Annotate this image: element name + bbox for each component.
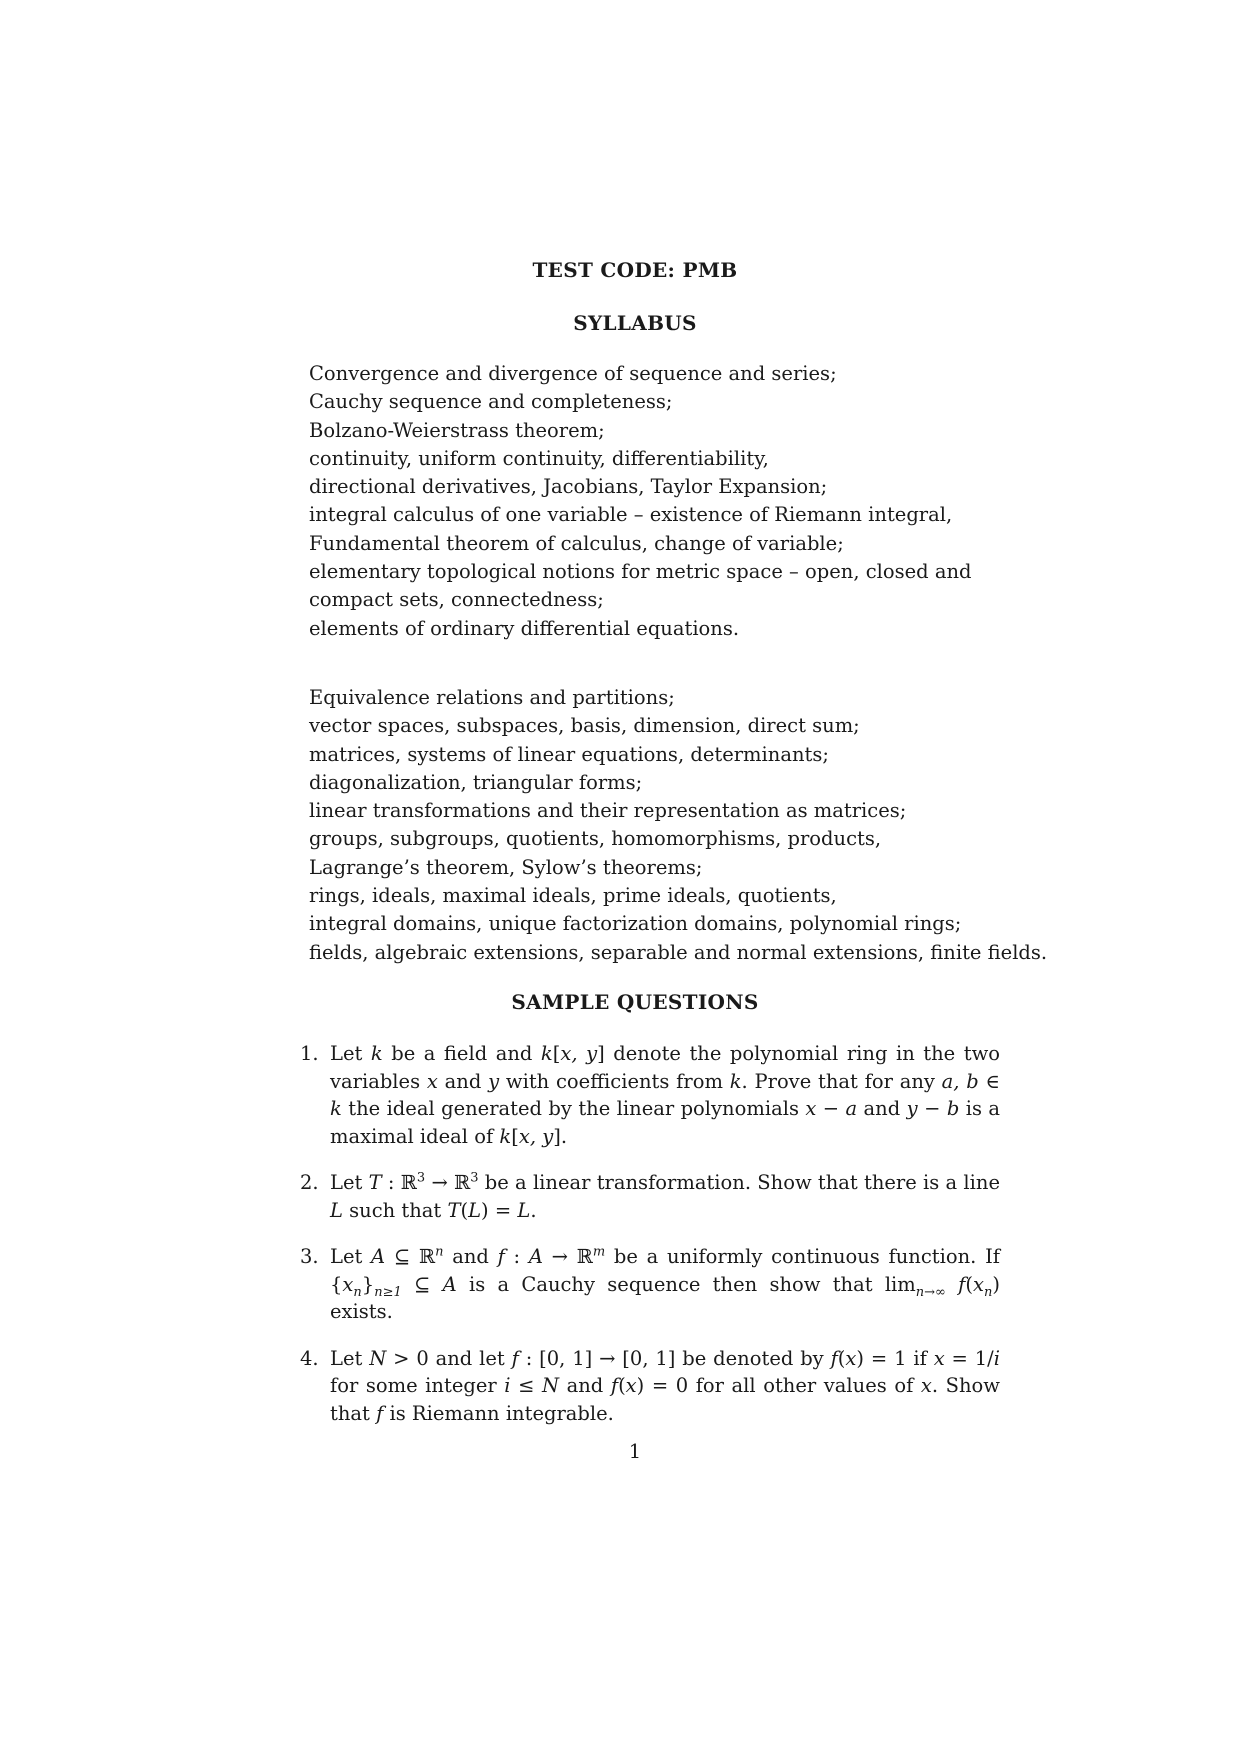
syllabus-line: directional derivatives, Jacobians, Taylor Expansion; [309,475,828,499]
sample-questions-heading: SAMPLE QUESTIONS [511,990,759,1014]
test-code-heading: TEST CODE: PMB [532,258,738,282]
syllabus-line: Cauchy sequence and completeness; [309,390,673,414]
syllabus-line: continuity, uniform continuity, differentiability, [309,446,769,470]
syllabus-algebra-block [309,684,1048,967]
question-number: 2. [300,1171,319,1194]
question-text: Let A ⊆ ℝ$^n$ and f : A → ℝ$^m$ be a uniformly continuous function. If $\{x_n\}_{n\ge 1}$ ⊆ A is a Cauchy sequence then show that $\lim_{n\to\infty} f(x_n)$ exists. [330,1244,1000,1323]
question-3 [300,1243,1000,1326]
syllabus-line: fields, algebraic extensions, separable and normal extensions, finite fields. [309,940,1048,964]
syllabus-line: integral domains, unique factorization domains, polynomial rings; [309,912,962,936]
syllabus-line: rings, ideals, maximal ideals, prime ideals, quotients, [309,884,837,908]
syllabus-line: elementary topological notions for metric space – open, closed and [309,560,972,584]
syllabus-line: linear transformations and their representation as matrices; [309,799,907,823]
question-text: Let T : ℝ$^3$ → ℝ$^3$ be a linear transformation. Show that there is a line L such that T(L) = L. [330,1170,1000,1222]
question-text: Let N > 0 and let f : [0, 1] → [0, 1] be denoted by f(x) = 1 if x = 1/i for some integer i ≤ N and f(x) = 0 for all other values of x. Show that f is Riemann integrable. [330,1346,1000,1425]
syllabus-line: vector spaces, subspaces, basis, dimension, direct sum; [309,714,860,738]
syllabus-line: integral calculus of one variable – existence of Riemann integral, [309,503,953,527]
question-number: 3. [300,1245,319,1268]
syllabus-line: matrices, systems of linear equations, determinants; [309,742,829,766]
syllabus-line: Bolzano-Weierstrass theorem; [309,418,605,442]
question-text: Let k be a field and k[x, y] denote the polynomial ring in the two variables x and y with coefficients from k. Prove that for any a, b ∈ k the ideal generated by the linear polynomials x − a and y − b is a maximal ideal of k[x, y]. [330,1042,1001,1148]
question-number: 1. [300,1042,319,1065]
question-number: 4. [300,1346,319,1370]
syllabus-line: groups, subgroups, quotients, homomorphisms, products, [309,827,882,851]
syllabus-line: Lagrange’s theorem, Sylow’s theorems; [309,855,703,879]
syllabus-heading: SYLLABUS [573,311,697,335]
question-4 [300,1345,1000,1428]
question-1 [300,1040,1000,1150]
syllabus-analysis-block [309,360,1029,643]
question-2 [300,1169,1000,1224]
sample-questions-list [300,1040,1000,1427]
syllabus-line: Fundamental theorem of calculus, change of variable; [309,531,844,555]
page-number: 1 [628,1440,642,1463]
syllabus-line: diagonalization, triangular forms; [309,770,643,794]
syllabus-line: compact sets, connectedness; [309,588,604,612]
syllabus-line: Equivalence relations and partitions; [309,686,675,709]
syllabus-line: elements of ordinary differential equations. [309,616,740,640]
syllabus-line: Convergence and divergence of sequence and series; [309,362,837,385]
